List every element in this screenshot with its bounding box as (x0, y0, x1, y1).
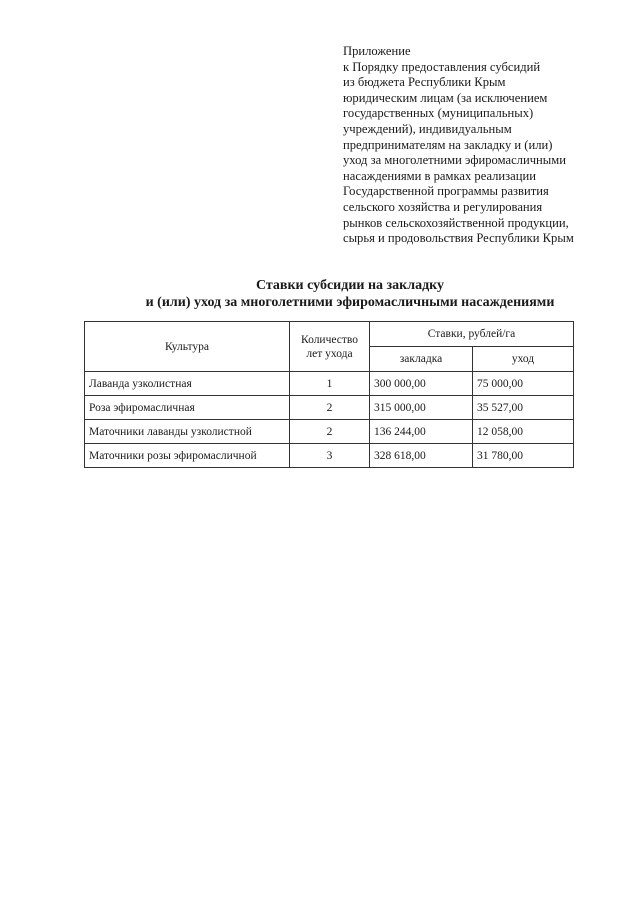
header-culture: Культура (85, 322, 290, 372)
cell-culture: Маточники розы эфиромасличной (85, 444, 290, 468)
cell-care: 35 527,00 (473, 396, 574, 420)
table-row (85, 372, 574, 396)
appendix-line: Государственной программы развития (343, 184, 549, 199)
header-planting: закладка (370, 347, 473, 372)
cell-care: 12 058,00 (473, 420, 574, 444)
cell-care: 31 780,00 (473, 444, 574, 468)
table-row (85, 396, 574, 420)
cell-culture: Лаванда узколистная (85, 372, 290, 396)
appendix-line: насаждениями в рамках реализации (343, 168, 536, 183)
title-line-1: Ставки субсидии на закладку (255, 278, 445, 293)
header-years: Количество лет ухода (290, 322, 370, 372)
cell-culture: Роза эфиромасличная (85, 396, 290, 420)
header-care: уход (473, 347, 574, 372)
cell-years: 3 (290, 444, 370, 468)
cell-years: 1 (290, 372, 370, 396)
appendix-line: к Порядку предоставления субсидий (343, 59, 541, 74)
cell-planting: 315 000,00 (370, 396, 473, 420)
cell-care: 75 000,00 (473, 372, 574, 396)
appendix-line: уход за многолетними эфиромасличными (343, 153, 566, 168)
document-title (60, 277, 640, 311)
appendix-line: юридическим лицам (за исключением (343, 90, 548, 105)
header-rates: Ставки, рублей/га (370, 322, 574, 347)
cell-planting: 300 000,00 (370, 372, 473, 396)
table-row (85, 420, 574, 444)
cell-years: 2 (290, 420, 370, 444)
appendix-line: из бюджета Республики Крым (343, 75, 506, 90)
table-row (85, 444, 574, 468)
cell-culture: Маточники лаванды узколистной (85, 420, 290, 444)
title-line-2: и (или) уход за многолетними эфиромасличными насаждениями (145, 295, 555, 310)
appendix-line: государственных (муниципальных) (343, 106, 534, 121)
appendix-line: учреждений), индивидуальным (343, 121, 512, 136)
appendix-line: предпринимателям на закладку и (или) (343, 137, 553, 152)
appendix-block (343, 44, 633, 247)
cell-planting: 328 618,00 (370, 444, 473, 468)
subsidy-rates-table (84, 321, 574, 468)
appendix-line: сельского хозяйства и регулирования (343, 199, 543, 214)
appendix-line: Приложение (343, 44, 411, 58)
appendix-line: рынков сельскохозяйственной продукции, (343, 215, 569, 230)
cell-years: 2 (290, 396, 370, 420)
appendix-line: сырья и продовольствия Республики Крым (343, 231, 574, 246)
cell-planting: 136 244,00 (370, 420, 473, 444)
